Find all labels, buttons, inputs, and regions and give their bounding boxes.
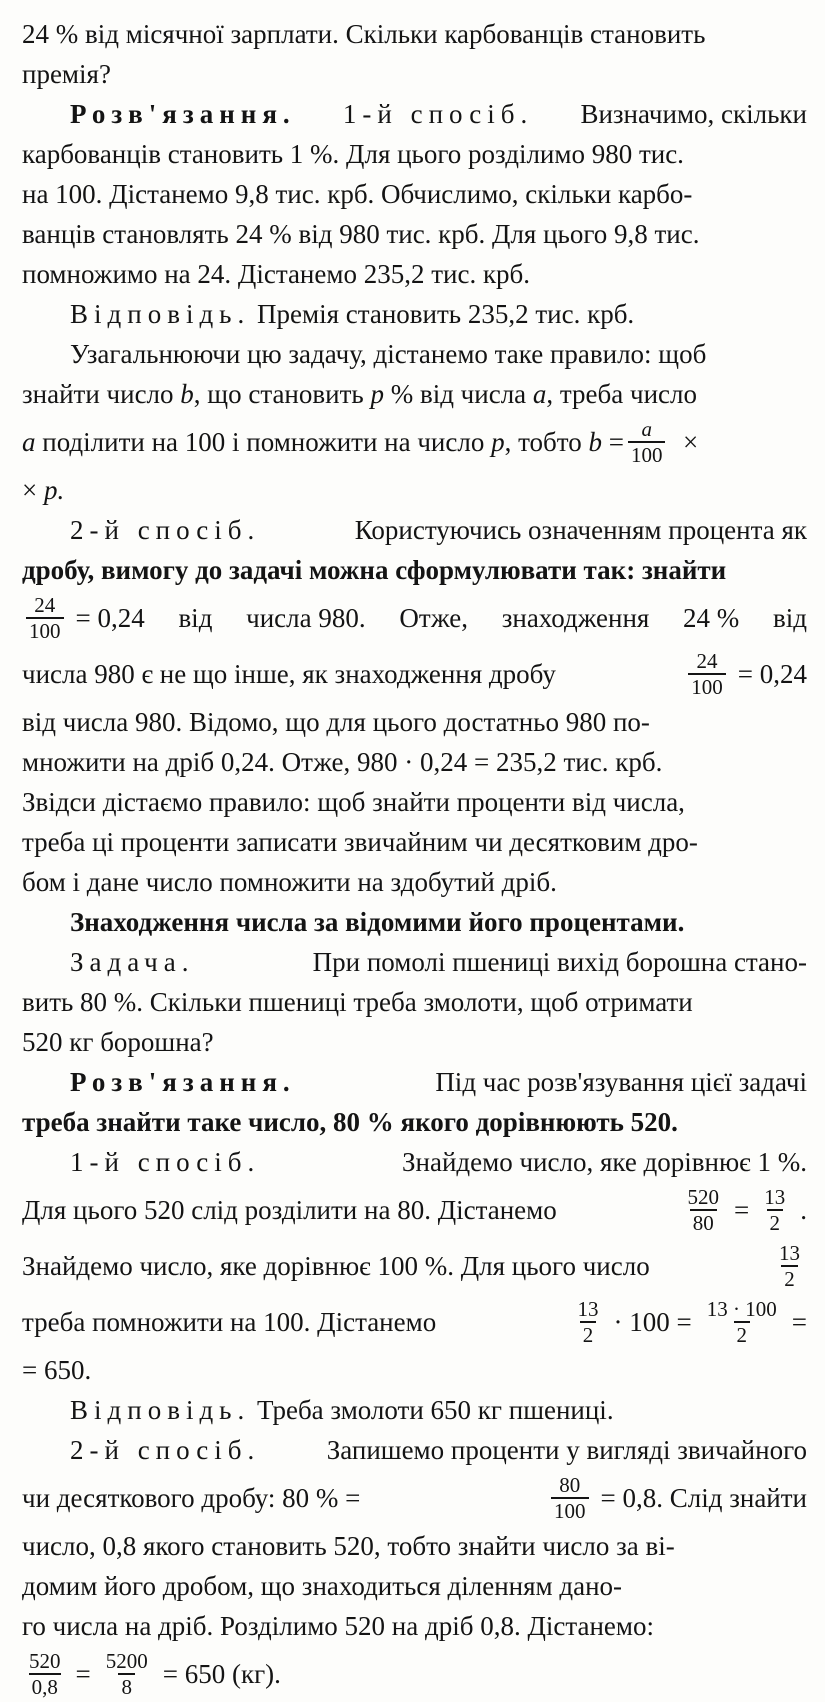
line-text: треба помножити на 100. Дістанемо <box>22 1306 437 1337</box>
line-text: треба знайти таке число, 80 % якого дорівнюють 520. <box>22 1106 678 1137</box>
text-line <box>22 942 807 982</box>
formula <box>571 1298 807 1346</box>
fraction <box>103 1650 151 1698</box>
line-text: = 650. <box>22 1354 92 1385</box>
variable: a <box>22 426 36 457</box>
line-text: від <box>773 602 807 633</box>
fraction <box>685 1186 723 1234</box>
equals-sign: = <box>608 426 624 457</box>
line-text: домим його дробом, що знаходиться діленням дано- <box>22 1570 623 1601</box>
line-text: , треба число <box>546 378 697 409</box>
fraction <box>761 1186 788 1234</box>
text-line <box>22 1606 807 1646</box>
numerator: 13 · 100 <box>706 1296 777 1321</box>
line-text: від <box>178 602 213 633</box>
text-line <box>22 1350 807 1390</box>
text-line <box>22 414 807 470</box>
text-line <box>22 470 807 510</box>
line-text: премія? <box>22 58 111 89</box>
formula <box>547 1474 807 1522</box>
text-line <box>22 334 807 374</box>
text-line <box>22 294 807 334</box>
denominator: 2 <box>767 1209 784 1234</box>
text-line <box>22 1646 807 1702</box>
line-text: від числа 980. Відомо, що для цього достатньо 980 по- <box>22 706 650 737</box>
numerator: 13 <box>577 1296 599 1321</box>
text-line <box>22 1566 807 1606</box>
denominator: 2 <box>781 1265 798 1290</box>
problem-label: Задача. <box>70 946 195 977</box>
line-text: дробу, вимогу до задачі можна сформулювати так: знайти <box>22 554 727 585</box>
text-line <box>22 374 807 414</box>
line-text: Знайдемо число, яке дорівнює 1 %. <box>402 1146 807 1177</box>
line-text: го числа на дріб. Розділимо 520 на дріб 0,8. Дістанемо: <box>22 1610 654 1641</box>
line-text: Звідси дістаємо правило: щоб знайти проценти від числа, <box>22 786 685 817</box>
line-text: = 0,24 <box>737 658 807 689</box>
fraction <box>26 594 64 642</box>
equals-sign: = <box>791 1306 807 1337</box>
denominator: 100 <box>688 673 726 698</box>
numerator: 13 <box>764 1184 786 1209</box>
text-line <box>22 54 807 94</box>
denominator: 100 <box>26 617 64 642</box>
text-line <box>22 1062 807 1102</box>
equals-sign: = <box>75 1658 91 1689</box>
denominator: 0,8 <box>29 1673 61 1698</box>
heading-text: Знаходження числа за відомими його процентами. <box>70 906 685 937</box>
section-label: Розв'язання. <box>70 1066 296 1097</box>
answer-label: Відповідь. <box>70 1394 251 1425</box>
text-line <box>22 1182 807 1238</box>
numerator: 24 <box>696 648 718 673</box>
text-line <box>22 134 807 174</box>
text-line <box>22 510 807 550</box>
text-line <box>22 822 807 862</box>
text-line <box>22 174 807 214</box>
line-text: = 0,24 <box>75 602 145 633</box>
line-text: числа 980. <box>246 602 366 633</box>
method-label: 2-й спосіб. <box>70 514 261 545</box>
numerator: 24 <box>34 592 56 617</box>
line-text: 24 % <box>683 602 740 633</box>
text-line <box>22 1102 807 1142</box>
line-text: знайти число <box>22 378 174 409</box>
numerator: 13 <box>779 1240 800 1265</box>
line-text: Під час розв'язування цієї задачі <box>435 1066 807 1097</box>
times-sign: × <box>682 426 699 457</box>
text-line <box>22 94 807 134</box>
line-text: Знайдемо число, яке дорівнює 100 %. Для цього число <box>22 1250 650 1281</box>
formula <box>684 650 807 698</box>
text-line <box>22 862 807 902</box>
period: . <box>800 1194 807 1225</box>
line-text: число, 0,8 якого становить 520, тобто знайти число за ві- <box>22 1530 675 1561</box>
line-text: знаходження <box>501 602 650 633</box>
text-line <box>22 1470 807 1526</box>
text-line <box>22 702 807 742</box>
text-line <box>22 14 807 54</box>
denominator: 100 <box>628 441 666 466</box>
formula <box>22 594 145 642</box>
line-text: , що становить <box>193 378 364 409</box>
numerator: 520 <box>29 1648 61 1673</box>
line-text: поділити на 100 і помножити на число <box>42 426 485 457</box>
text-line <box>22 1526 807 1566</box>
line-text: % від числа <box>390 378 527 409</box>
variable: a <box>532 378 547 409</box>
line-text: вить 80 %. Скільки пшениці треба змолоти, щоб отримати <box>22 986 693 1017</box>
line-text: = 0,8. Слід знайти <box>600 1482 807 1513</box>
line-text: чи десяткового дробу: 80 % = <box>22 1482 361 1513</box>
line-text: Для цього 520 слід розділити на 80. Дістанемо <box>22 1194 557 1225</box>
variable: p <box>370 378 384 409</box>
denominator: 2 <box>734 1321 751 1346</box>
formula <box>681 1186 807 1234</box>
line-text: Премія становить 235,2 тис. крб. <box>257 298 635 329</box>
text-line <box>22 646 807 702</box>
fraction <box>551 1474 589 1522</box>
line-text: карбованців становить 1 %. Для цього розділимо 980 тис. <box>22 138 684 169</box>
text-line <box>22 214 807 254</box>
denominator: 2 <box>580 1321 597 1346</box>
line-text: При помолі пшениці вихід борошна стано- <box>312 946 807 977</box>
line-text: Треба змолоти 650 кг пшениці. <box>257 1394 614 1425</box>
numerator: 520 <box>687 1184 720 1209</box>
line-text: числа 980 є не що інше, як знаходження дробу <box>22 658 556 689</box>
fraction <box>26 1650 64 1698</box>
text-line <box>22 1390 807 1430</box>
line-text: Отже, <box>399 602 468 633</box>
line-text: бом і дане число помножити на здобутий дріб. <box>22 866 557 897</box>
fraction <box>776 1242 803 1290</box>
variable: b <box>180 378 194 409</box>
numerator: 5200 <box>105 1648 148 1673</box>
fraction <box>575 1298 602 1346</box>
line-text: 520 кг борошна? <box>22 1026 214 1057</box>
equals-sign: = <box>734 1194 750 1225</box>
line-text: Запишемо проценти у вигляді звичайного <box>326 1434 807 1465</box>
numerator: a <box>641 416 652 441</box>
method-label: 2-й спосіб. <box>70 1434 261 1465</box>
text-line <box>22 550 807 590</box>
text-line <box>22 590 807 646</box>
line-text: треба ці проценти записати звичайним чи десятковим дро- <box>22 826 698 857</box>
line-text: , тобто <box>504 426 582 457</box>
line-text: множити на дріб 0,24. Отже, 980 · 0,24 = 235,2 тис. крб. <box>22 746 663 777</box>
line-text: на 100. Дістанемо 9,8 тис. крб. Обчислимо, скільки карбо- <box>22 178 693 209</box>
line-text: 24 % від місячної зарплати. Скільки карбованців становить <box>22 18 706 49</box>
line-text: Узагальнюючи цю задачу, дістанемо таке правило: щоб <box>70 338 707 369</box>
fraction <box>688 650 726 698</box>
denominator: 8 <box>118 1673 135 1698</box>
formula <box>22 1650 281 1698</box>
answer-label: Відповідь. <box>70 298 251 329</box>
times-sign: × <box>22 474 38 505</box>
fraction <box>628 418 666 466</box>
method-label: 1-й спосіб. <box>342 98 534 129</box>
line-text: = 650 (кг). <box>162 1658 281 1689</box>
section-heading <box>22 902 807 942</box>
numerator: 80 <box>559 1472 581 1497</box>
text-line <box>22 782 807 822</box>
line-text: Користуючись означенням процента як <box>354 514 807 545</box>
fraction <box>704 1298 780 1346</box>
line-text: помножимо на 24. Дістанемо 235,2 тис. крб. <box>22 258 531 289</box>
line-text: Визначимо, скільки <box>580 98 807 129</box>
text-line <box>22 1294 807 1350</box>
section-label: Розв'язання. <box>70 98 296 129</box>
variable: p <box>491 426 505 457</box>
denominator: 100 <box>551 1497 589 1522</box>
text-line <box>22 1142 807 1182</box>
text-line <box>22 254 807 294</box>
method-label: 1-й спосіб. <box>70 1146 261 1177</box>
text-line <box>22 1430 807 1470</box>
text-line <box>22 982 807 1022</box>
variable: b <box>588 426 602 457</box>
denominator: 80 <box>690 1209 717 1234</box>
text-line <box>22 1022 807 1062</box>
line-text: · 100 = <box>613 1306 692 1337</box>
text-line <box>22 742 807 782</box>
variable: p. <box>43 474 65 505</box>
line-text: ванців становлять 24 % від 980 тис. крб. Для цього 9,8 тис. <box>22 218 700 249</box>
text-line <box>22 1238 807 1294</box>
